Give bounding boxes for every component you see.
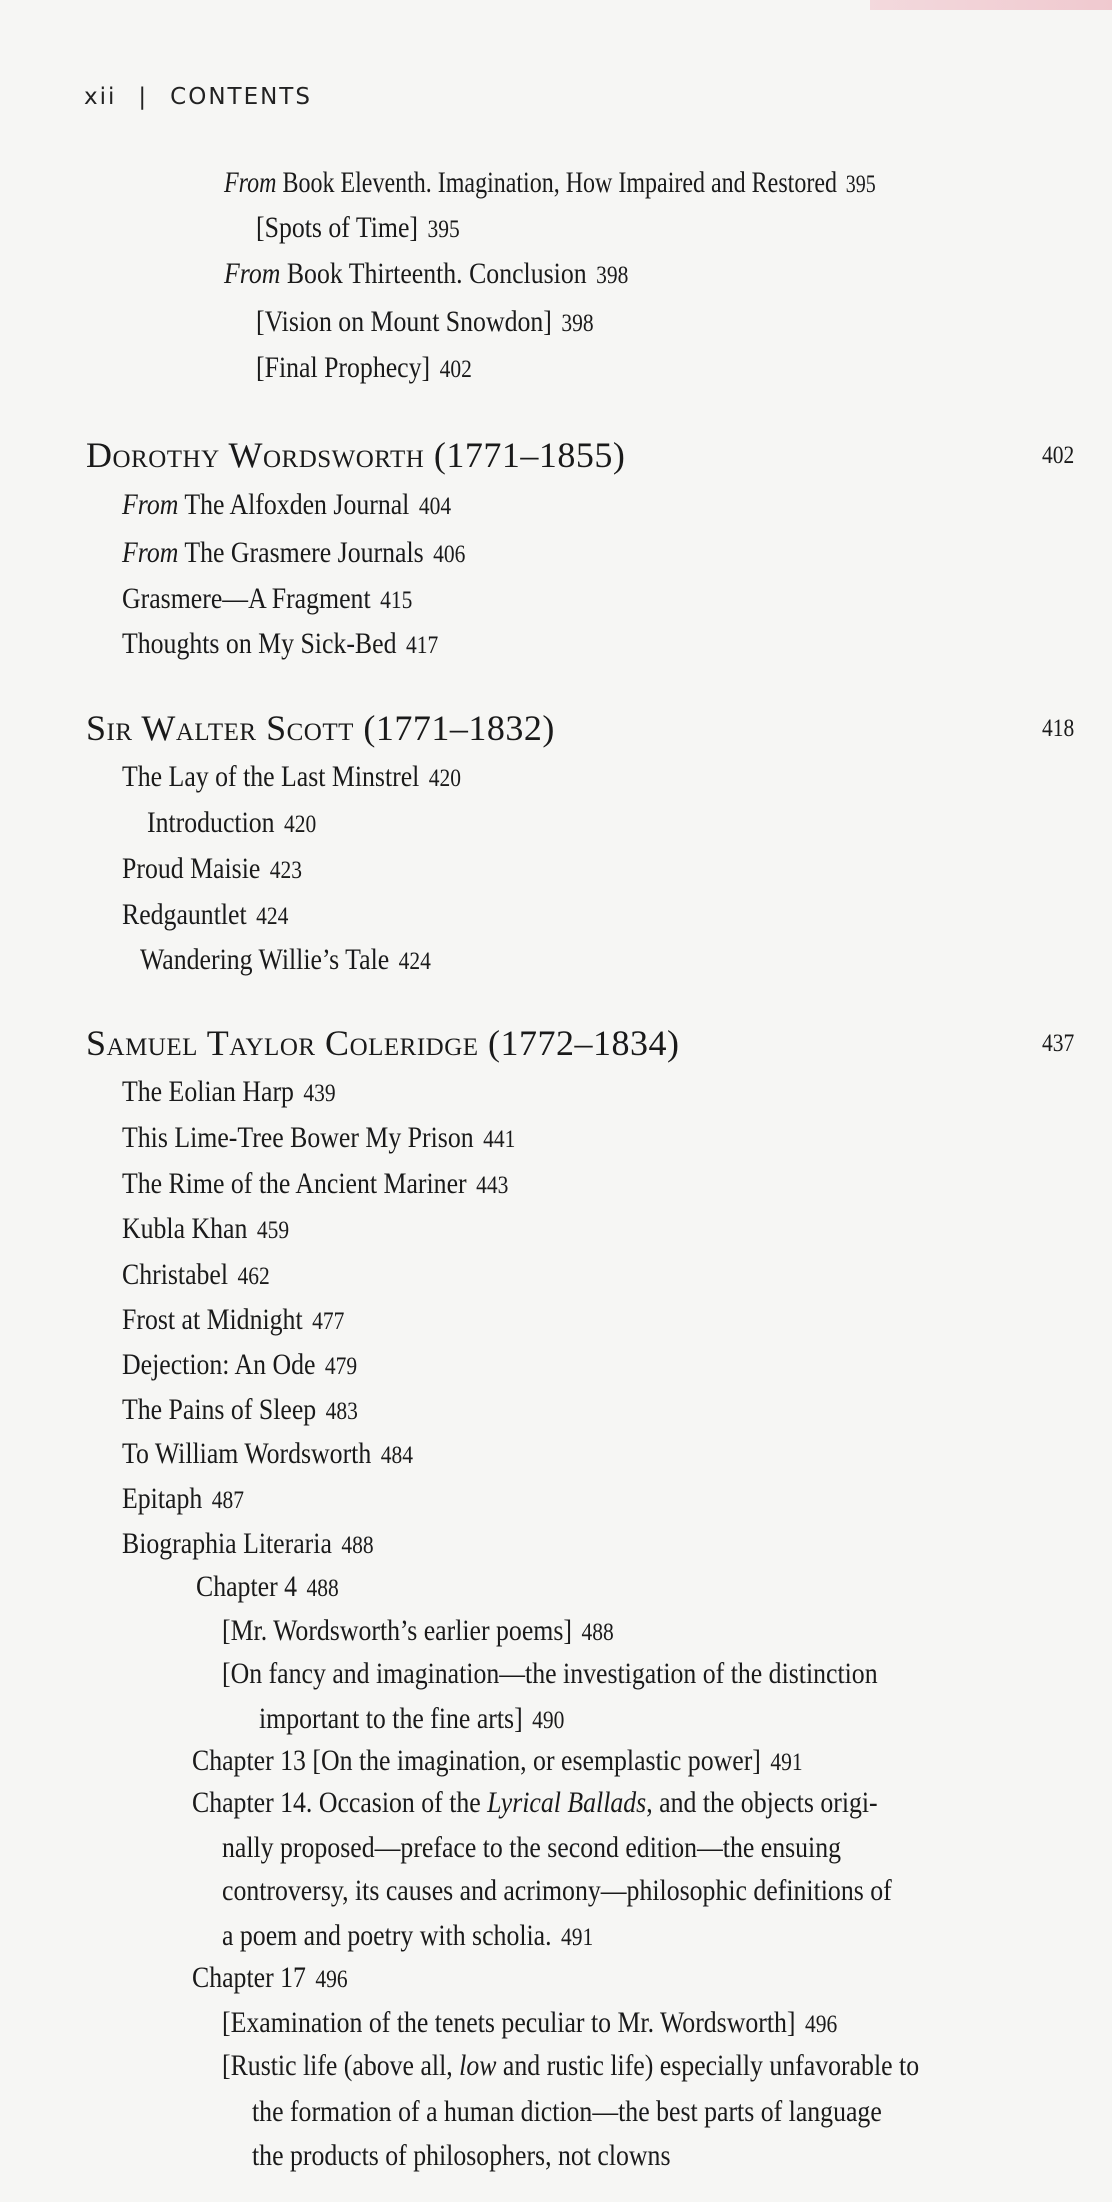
entry-title: Epitaph [122, 1482, 203, 1515]
toc-entry[interactable] [256, 304, 594, 342]
author-name: Sir Walter Scott [86, 708, 354, 748]
entry-page-number: 395 [845, 171, 876, 198]
toc-entry[interactable] [252, 2094, 882, 2130]
entry-page-number: 395 [427, 216, 460, 243]
toc-entry[interactable] [192, 1785, 878, 1821]
author-name: Samuel Taylor Coleridge [86, 1023, 479, 1063]
entry-title: Grasmere—A Fragment [122, 582, 371, 615]
toc-entry[interactable] [122, 1211, 289, 1249]
toc-entry[interactable] [122, 1074, 336, 1112]
entry-title: [Spots of Time] [256, 211, 419, 244]
entry-page-number: 483 [325, 1398, 358, 1425]
entry-title-rest: and rustic life) especially unfavorable to [496, 2049, 920, 2082]
entry-title: Kubla Khan [122, 1212, 248, 1245]
folio: xii [84, 84, 117, 110]
toc-entry[interactable] [222, 2048, 919, 2084]
entry-page-number: 487 [211, 1487, 244, 1514]
entry-title: Introduction [147, 806, 275, 839]
toc-entry[interactable] [140, 942, 431, 980]
entry-title: The Rime of the Ancient Mariner [122, 1167, 467, 1200]
entry-title: [On fancy and imagination—the investigation of the distinction [222, 1657, 878, 1690]
author-page-number[interactable]: 418 [1042, 715, 1075, 742]
toc-entry[interactable] [122, 487, 451, 525]
entry-italic: From [224, 257, 281, 290]
entry-italic: From [122, 488, 179, 521]
entry-page-number: 491 [561, 1924, 594, 1951]
entry-title: nally proposed—preface to the second edition—the ensuing [222, 1831, 842, 1864]
entry-italic: From [224, 166, 277, 199]
entry-title: Proud Maisie [122, 852, 261, 885]
toc-entry[interactable] [259, 1701, 564, 1739]
entry-page-number: 424 [398, 948, 431, 975]
entry-page-number: 491 [770, 1749, 803, 1776]
entry-title: [Examination of the tenets peculiar to Mr. Wordsworth] [222, 2006, 796, 2039]
entry-page-number: 404 [418, 493, 452, 520]
entry-title: Thoughts on My Sick-Bed [122, 627, 397, 660]
entry-page-number: 484 [380, 1442, 413, 1469]
toc-entry[interactable] [122, 535, 465, 573]
author-name: Dorothy Wordsworth [86, 435, 425, 475]
toc-entry[interactable] [222, 2005, 837, 2043]
entry-page-number: 443 [476, 1172, 509, 1199]
toc-entry[interactable] [256, 210, 460, 248]
entry-title: Frost at Midnight [122, 1303, 303, 1336]
toc-entry[interactable] [122, 1302, 344, 1340]
toc-entry[interactable] [122, 1526, 374, 1564]
entry-title: [Final Prophecy] [256, 351, 431, 384]
toc-entry[interactable] [222, 1656, 878, 1692]
entry-page-number: 420 [428, 765, 462, 792]
entry-title: [Mr. Wordsworth’s earlier poems] [222, 1614, 572, 1647]
entry-title-rest: , and the objects origi- [646, 1786, 878, 1819]
entry-page-number: 398 [561, 310, 594, 337]
entry-page-number: 423 [269, 857, 303, 884]
toc-entry[interactable] [192, 1743, 803, 1781]
author-dates: (1771–1832) [363, 708, 555, 748]
entry-title-rest: Book Eleventh. Imagination, How Impaired and Restored [276, 166, 837, 199]
entry-page-number: 479 [324, 1353, 358, 1380]
toc-entry[interactable] [122, 897, 288, 935]
entry-italic: From [122, 536, 179, 569]
entry-title: The Pains of Sleep [122, 1393, 317, 1426]
scan-edge-mark [870, 0, 1112, 10]
toc-entry[interactable] [122, 626, 438, 664]
entry-page-number: 488 [341, 1532, 374, 1559]
toc-entry[interactable] [147, 805, 316, 843]
entry-title: This Lime-Tree Bower My Prison [122, 1121, 474, 1154]
toc-entry[interactable] [122, 1257, 270, 1295]
entry-title: Dejection: An Ode [122, 1348, 316, 1381]
toc-entry[interactable] [122, 759, 461, 797]
toc-entry[interactable] [224, 165, 876, 203]
entry-page-number: 441 [483, 1126, 516, 1153]
entry-page-number: 402 [439, 356, 472, 383]
entry-page-number: 477 [312, 1308, 345, 1335]
toc-entry[interactable] [222, 1830, 841, 1866]
entry-title: Wandering Willie’s Tale [140, 943, 390, 976]
entry-title: the products of philosophers, not clowns [252, 2139, 671, 2172]
entry-title: Biographia Literaria [122, 1527, 332, 1560]
entry-title: Chapter 14. Occasion of the [192, 1786, 488, 1819]
running-title: CONTENTS [170, 84, 312, 110]
toc-entry[interactable] [222, 1918, 593, 1956]
toc-entry[interactable] [192, 1960, 348, 1998]
entry-page-number: 406 [433, 541, 466, 568]
entry-page-number: 459 [256, 1217, 290, 1244]
entry-page-number: 424 [256, 903, 289, 930]
toc-entry[interactable] [122, 1392, 358, 1430]
toc-entry[interactable] [122, 1120, 515, 1158]
toc-entry[interactable] [222, 1873, 892, 1909]
toc-entry[interactable] [122, 1166, 508, 1204]
author-heading [86, 1022, 680, 1064]
entry-page-number: 462 [237, 1263, 270, 1290]
toc-entry[interactable] [122, 1347, 357, 1385]
entry-title: a poem and poetry with scholia. [222, 1919, 552, 1952]
entry-page-number: 439 [303, 1080, 336, 1107]
entry-title: the formation of a human diction—the best parts of language [252, 2095, 882, 2128]
entry-page-number: 488 [581, 1619, 614, 1646]
author-page-number[interactable]: 437 [1042, 1030, 1075, 1057]
author-dates: (1771–1855) [433, 435, 626, 475]
entry-page-number: 496 [315, 1966, 348, 1993]
toc-entry[interactable] [222, 1613, 614, 1651]
entry-title-rest: Book Thirteenth. Conclusion [280, 257, 587, 290]
entry-page-number: 496 [804, 2011, 838, 2038]
entry-title: [Rustic life (above all, [222, 2049, 460, 2082]
toc-entry[interactable] [256, 350, 472, 388]
toc-entry[interactable] [122, 1481, 244, 1519]
toc-entry[interactable] [122, 851, 302, 889]
running-head [84, 84, 312, 110]
entry-title: Christabel [122, 1258, 229, 1291]
entry-italic: low [459, 2049, 497, 2082]
toc-entry[interactable] [252, 2138, 670, 2174]
author-dates: (1772–1834) [488, 1023, 680, 1063]
entry-title-rest: The Alfoxden Journal [178, 488, 410, 521]
entry-page-number: 415 [380, 587, 413, 614]
entry-title: important to the fine arts] [259, 1702, 523, 1735]
toc-entry[interactable] [224, 256, 628, 294]
entry-page-number: 490 [532, 1707, 565, 1734]
entry-title: [Vision on Mount Snowdon] [256, 305, 552, 338]
entry-page-number: 488 [306, 1575, 339, 1602]
entry-title: Chapter 13 [On the imagination, or esemplastic power] [192, 1744, 761, 1777]
toc-entry[interactable] [196, 1569, 339, 1607]
entry-title: The Lay of the Last Minstrel [122, 760, 420, 793]
entry-italic: Lyrical Ballads [487, 1786, 647, 1819]
author-heading [86, 707, 555, 749]
entry-title: controversy, its causes and acrimony—philosophic definitions of [222, 1874, 892, 1907]
entry-title: To William Wordsworth [122, 1437, 372, 1470]
entry-title: Chapter 17 [192, 1961, 306, 1994]
toc-entry[interactable] [122, 1436, 413, 1474]
entry-page-number: 398 [596, 262, 629, 289]
author-page-number[interactable]: 402 [1042, 442, 1075, 469]
toc-entry[interactable] [122, 581, 412, 619]
entry-title: Redgauntlet [122, 898, 247, 931]
entry-page-number: 420 [284, 811, 317, 838]
author-heading [86, 434, 625, 476]
entry-page-number: 417 [405, 632, 439, 659]
separator: | [138, 84, 149, 110]
entry-title: Chapter 4 [196, 1570, 298, 1603]
entry-title-rest: The Grasmere Journals [178, 536, 424, 569]
entry-title: The Eolian Harp [122, 1075, 294, 1108]
